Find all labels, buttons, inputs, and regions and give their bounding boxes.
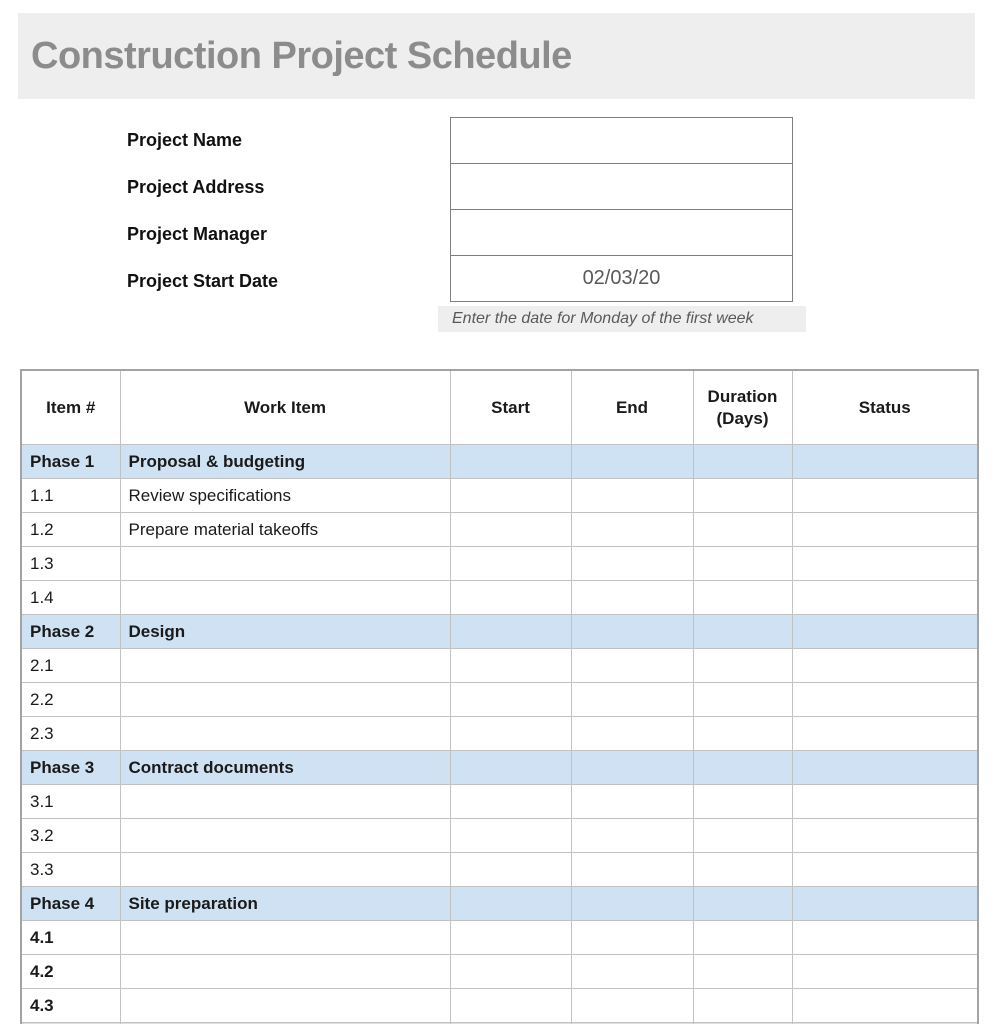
cell-start[interactable]	[450, 887, 571, 921]
cell-item[interactable]: 4.2	[21, 955, 120, 989]
phase-row	[21, 445, 978, 479]
cell-item[interactable]: 4.1	[21, 921, 120, 955]
cell-start[interactable]	[450, 683, 571, 717]
cell-end[interactable]	[571, 785, 693, 819]
cell-duration[interactable]	[693, 479, 792, 513]
table-row	[21, 785, 978, 819]
cell-end[interactable]	[571, 513, 693, 547]
cell-start[interactable]	[450, 479, 571, 513]
cell-item[interactable]: 1.2	[21, 513, 120, 547]
table-row	[21, 581, 978, 615]
cell-end[interactable]	[571, 581, 693, 615]
cell-duration[interactable]	[693, 683, 792, 717]
cell-duration[interactable]	[693, 887, 792, 921]
cell-duration[interactable]	[693, 547, 792, 581]
cell-duration[interactable]	[693, 445, 792, 479]
cell-status[interactable]	[792, 445, 978, 479]
cell-start[interactable]	[450, 921, 571, 955]
cell-duration[interactable]	[693, 649, 792, 683]
cell-status[interactable]	[792, 921, 978, 955]
cell-start[interactable]	[450, 615, 571, 649]
cell-status[interactable]	[792, 683, 978, 717]
cell-status[interactable]	[792, 547, 978, 581]
cell-end[interactable]	[571, 989, 693, 1023]
form-field-project-start-date[interactable]: 02/03/20	[582, 267, 661, 289]
schedule-header-row	[21, 370, 978, 445]
column-header-item: Item #	[21, 370, 120, 445]
cell-end[interactable]	[571, 751, 693, 785]
cell-end[interactable]	[571, 445, 693, 479]
table-row	[21, 955, 978, 989]
table-row	[21, 513, 978, 547]
cell-item[interactable]: 3.1	[21, 785, 120, 819]
cell-item[interactable]: Phase 1	[21, 445, 120, 479]
cell-work-item[interactable]	[120, 853, 450, 887]
form-label-project-address: Project Address	[127, 177, 265, 197]
table-row	[21, 547, 978, 581]
form-field-project-name[interactable]	[451, 118, 792, 164]
cell-status[interactable]	[792, 955, 978, 989]
cell-end[interactable]	[571, 819, 693, 853]
cell-status[interactable]	[792, 751, 978, 785]
cell-item[interactable]: Phase 2	[21, 615, 120, 649]
form-label-project-name: Project Name	[127, 130, 243, 150]
cell-work-item[interactable]: Prepare material takeoffs	[120, 513, 450, 547]
table-row	[21, 683, 978, 717]
cell-start[interactable]	[450, 717, 571, 751]
schedule-table	[20, 369, 979, 1024]
column-header-status: Status	[792, 370, 978, 445]
cell-start[interactable]	[450, 989, 571, 1023]
cell-status[interactable]	[792, 513, 978, 547]
cell-end[interactable]	[571, 649, 693, 683]
cell-work-item[interactable]	[120, 921, 450, 955]
cell-duration[interactable]	[693, 989, 792, 1023]
form-boxes-column	[450, 117, 793, 302]
cell-item[interactable]: 3.2	[21, 819, 120, 853]
cell-item[interactable]: Phase 3	[21, 751, 120, 785]
cell-start[interactable]	[450, 955, 571, 989]
cell-start[interactable]	[450, 819, 571, 853]
column-header-start: Start	[450, 370, 571, 445]
cell-start[interactable]	[450, 513, 571, 547]
cell-work-item[interactable]	[120, 547, 450, 581]
cell-end[interactable]	[571, 683, 693, 717]
cell-work-item[interactable]	[120, 785, 450, 819]
cell-start[interactable]	[450, 751, 571, 785]
cell-status[interactable]	[792, 717, 978, 751]
title-banner	[18, 13, 975, 99]
column-header-duration-days: Duration (Days)	[693, 370, 792, 445]
cell-status[interactable]	[792, 785, 978, 819]
cell-status[interactable]	[792, 819, 978, 853]
table-row	[21, 717, 978, 751]
cell-end[interactable]	[571, 853, 693, 887]
cell-work-item[interactable]: Site preparation	[120, 887, 450, 921]
cell-duration[interactable]	[693, 955, 792, 989]
cell-status[interactable]	[792, 615, 978, 649]
start-date-helper	[438, 306, 806, 332]
cell-start[interactable]	[450, 547, 571, 581]
cell-duration[interactable]	[693, 751, 792, 785]
cell-end[interactable]	[571, 547, 693, 581]
cell-status[interactable]	[792, 581, 978, 615]
cell-start[interactable]	[450, 785, 571, 819]
cell-end[interactable]	[571, 717, 693, 751]
cell-work-item[interactable]: Proposal & budgeting	[120, 445, 450, 479]
cell-status[interactable]	[792, 649, 978, 683]
cell-duration[interactable]	[693, 717, 792, 751]
cell-end[interactable]	[571, 479, 693, 513]
cell-status[interactable]	[792, 887, 978, 921]
form-label-project-manager: Project Manager	[127, 224, 268, 244]
form-labels-column	[127, 117, 278, 305]
cell-start[interactable]	[450, 445, 571, 479]
cell-item[interactable]: Phase 4	[21, 887, 120, 921]
cell-duration[interactable]	[693, 785, 792, 819]
cell-work-item[interactable]	[120, 717, 450, 751]
table-row	[21, 819, 978, 853]
phase-row	[21, 887, 978, 921]
cell-end[interactable]	[571, 615, 693, 649]
cell-status[interactable]	[792, 853, 978, 887]
schedule-table-body	[21, 445, 978, 1024]
cell-item[interactable]: 1.1	[21, 479, 120, 513]
table-row	[21, 649, 978, 683]
cell-duration[interactable]	[693, 581, 792, 615]
cell-start[interactable]	[450, 581, 571, 615]
column-header-end: End	[571, 370, 693, 445]
cell-end[interactable]	[571, 955, 693, 989]
cell-item[interactable]: 1.3	[21, 547, 120, 581]
cell-work-item[interactable]: Review specifications	[120, 479, 450, 513]
cell-work-item[interactable]	[120, 581, 450, 615]
table-row	[21, 921, 978, 955]
table-row	[21, 479, 978, 513]
page-title: Construction Project Schedule	[31, 34, 572, 77]
cell-duration[interactable]	[693, 615, 792, 649]
cell-work-item[interactable]	[120, 683, 450, 717]
table-row	[21, 853, 978, 887]
cell-work-item[interactable]	[120, 819, 450, 853]
table-row	[21, 989, 978, 1023]
cell-status[interactable]	[792, 479, 978, 513]
cell-work-item[interactable]	[120, 955, 450, 989]
cell-duration[interactable]	[693, 819, 792, 853]
phase-row	[21, 751, 978, 785]
cell-work-item[interactable]: Design	[120, 615, 450, 649]
column-header-work-item: Work Item	[120, 370, 450, 445]
cell-item[interactable]: 2.3	[21, 717, 120, 751]
phase-row	[21, 615, 978, 649]
cell-end[interactable]	[571, 921, 693, 955]
cell-item[interactable]: 2.1	[21, 649, 120, 683]
cell-work-item[interactable]	[120, 649, 450, 683]
project-info-form	[0, 117, 997, 332]
cell-duration[interactable]	[693, 921, 792, 955]
cell-work-item[interactable]	[120, 989, 450, 1023]
cell-item[interactable]: 2.2	[21, 683, 120, 717]
cell-work-item[interactable]: Contract documents	[120, 751, 450, 785]
form-label-project-start-date: Project Start Date	[127, 271, 279, 291]
cell-item[interactable]: 3.3	[21, 853, 120, 887]
form-field-project-address[interactable]	[451, 164, 792, 210]
start-date-helper-text: Enter the date for Monday of the first week	[452, 310, 754, 327]
cell-item[interactable]: 1.4	[21, 581, 120, 615]
cell-status[interactable]	[792, 989, 978, 1023]
cell-duration[interactable]	[693, 513, 792, 547]
cell-duration[interactable]	[693, 853, 792, 887]
cell-start[interactable]	[450, 853, 571, 887]
cell-end[interactable]	[571, 887, 693, 921]
cell-start[interactable]	[450, 649, 571, 683]
cell-item[interactable]: 4.3	[21, 989, 120, 1023]
form-field-project-manager[interactable]	[451, 210, 792, 256]
